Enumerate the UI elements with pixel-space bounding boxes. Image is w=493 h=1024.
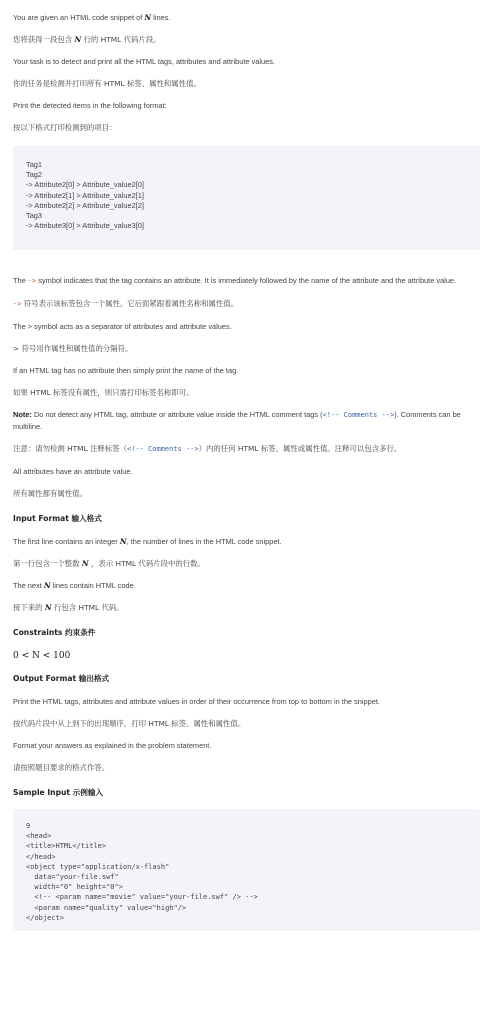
output-format-line2-zh: 请按照题目要求的格式作答。 bbox=[13, 763, 110, 772]
gt-desc-zh: > 符号用作属性和属性值的分隔符。 bbox=[13, 344, 133, 353]
output-format-line2-en: Format your answers as explained in the problem statement. bbox=[13, 741, 212, 750]
format-intro-zh: 按以下格式打印检测到的项目： bbox=[13, 123, 117, 132]
sample-input-line: <object type="application/x-flash" bbox=[26, 862, 170, 871]
format-example-line: -> Attribute2[2] > Attribute_value2[2] bbox=[26, 200, 144, 210]
constraints-heading: Constraints 约束条件 bbox=[13, 628, 96, 637]
input-format-line1-en: The first line contains an integer N, the number of lines in the HTML code snippet. bbox=[13, 537, 282, 546]
task-en: Your task is to detect and print all the HTML tags, attributes and attribute values. bbox=[13, 57, 275, 66]
arrow-desc-en: The -> symbol indicates that the tag contains an attribute. It is immediately followed by the name of the attribute and the attribute value. bbox=[13, 276, 457, 285]
sample-input-block bbox=[13, 809, 480, 931]
note-en: Note: Do not detect any HTML tag, attribute or attribute value inside the HTML comment tags (<!-- Comments -->). Comments can be multiline. bbox=[13, 410, 461, 431]
constraints-expression: 0 < N < 100 bbox=[13, 651, 71, 661]
format-example-line: Tag3 bbox=[26, 211, 43, 221]
sample-input-line: <head> bbox=[26, 832, 52, 841]
format-example-line: Tag1 bbox=[26, 160, 43, 169]
sample-input-heading: Sample Input 示例输入 bbox=[13, 788, 104, 797]
sample-input-line: </object> bbox=[26, 913, 64, 922]
no-attr-en: If an HTML tag has no attribute then simply print the name of the tag. bbox=[13, 366, 239, 375]
input-format-line1-zh: 第一行包含一个整数 N ，表示 HTML 代码片段中的行数。 bbox=[13, 559, 205, 568]
format-example-line: -> Attribute2[1] > Attribute_value2[1] bbox=[26, 190, 144, 200]
input-format-heading: Input Format 输入格式 bbox=[13, 514, 102, 523]
gt-desc-en: The > symbol acts as a separator of attributes and attribute values. bbox=[13, 322, 232, 331]
sample-input-line: </head> bbox=[26, 852, 56, 861]
format-intro-en: Print the detected items in the following format: bbox=[13, 101, 167, 110]
all-attr-en: All attributes have an attribute value. bbox=[13, 467, 133, 476]
format-example-line: Tag2 bbox=[26, 170, 43, 180]
note-zh: 注意：请勿检测 HTML 注释标签（<!-- Comments -->）内的任何 HTML 标签、属性或属性值。注释可以包含多行。 bbox=[13, 444, 402, 453]
format-example-block bbox=[13, 146, 480, 250]
sample-input-line: <title>HTML</title> bbox=[26, 842, 107, 851]
input-format-line2-en: The next N lines contain HTML code. bbox=[13, 581, 136, 590]
no-attr-zh: 如果 HTML 标签没有属性，则只需打印标签名称即可。 bbox=[13, 388, 194, 397]
intro-zh: 您将获得一段包含 N 行的 HTML 代码片段。 bbox=[13, 35, 161, 44]
output-format-heading: Output Format 输出格式 bbox=[13, 674, 110, 683]
intro-en: You are given an HTML code snippet of N lines. bbox=[13, 13, 171, 22]
sample-input-line: <!-- <param name="movie" value="your-file.swf" /> --> bbox=[26, 893, 258, 902]
sample-input-line: 9 bbox=[26, 822, 31, 830]
sample-input-line: <param name="quality" value="high"/> bbox=[26, 903, 187, 912]
task-zh: 你的任务是检测并打印所有 HTML 标签、属性和属性值。 bbox=[13, 79, 201, 88]
output-format-line1-zh: 按代码片段中从上到下的出现顺序，打印 HTML 标签、属性和属性值。 bbox=[13, 719, 246, 728]
arrow-desc-zh: -> 符号表示该标签包含一个属性。它后面紧跟着属性名称和属性值。 bbox=[13, 299, 239, 308]
sample-input-line: data="your-file.swf" bbox=[26, 873, 119, 882]
output-format-line1-en: Print the HTML tags, attributes and attribute values in order of their occurrence from top to bottom in the snippet. bbox=[13, 697, 380, 706]
format-example-line: -> Attribute2[0] > Attribute_value2[0] bbox=[26, 180, 144, 190]
input-format-line2-zh: 接下来的 N 行包含 HTML 代码。 bbox=[13, 603, 124, 612]
format-example-line: -> Attribute3[0] > Attribute_value3[0] bbox=[26, 221, 144, 231]
all-attr-zh: 所有属性都有属性值。 bbox=[13, 489, 87, 498]
sample-input-line: width="0" height="0"> bbox=[26, 883, 123, 892]
